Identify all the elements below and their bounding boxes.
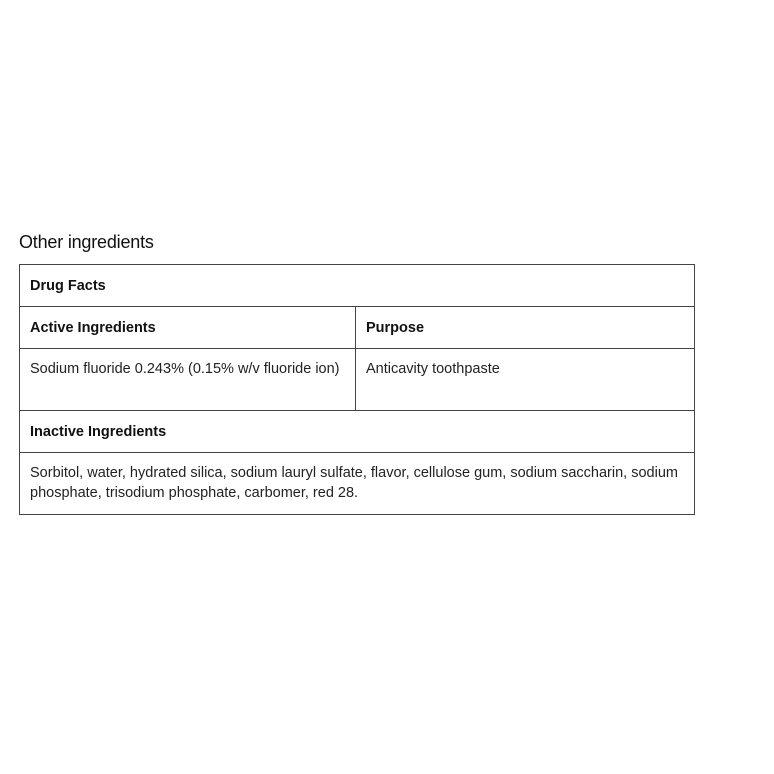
table-row xyxy=(20,265,695,307)
table-row xyxy=(20,307,695,349)
drug-facts-title: Drug Facts xyxy=(20,265,695,307)
inactive-ingredients-header: Inactive Ingredients xyxy=(20,411,695,453)
section-heading: Other ingredients xyxy=(19,232,154,252)
active-ingredient-cell: Sodium fluoride 0.243% (0.15% w/v fluoride ion) xyxy=(20,349,356,411)
table-row xyxy=(20,453,695,515)
drug-facts-table xyxy=(19,264,695,515)
purpose-header: Purpose xyxy=(356,307,695,349)
purpose-cell: Anticavity toothpaste xyxy=(356,349,695,411)
inactive-ingredients-cell: Sorbitol, water, hydrated silica, sodium lauryl sulfate, flavor, cellulose gum, sodium saccharin, sodium phosphate, trisodium phosphate, carbomer, red 28. xyxy=(20,453,695,515)
table-row xyxy=(20,411,695,453)
active-ingredients-header: Active Ingredients xyxy=(20,307,356,349)
table-row xyxy=(20,349,695,411)
